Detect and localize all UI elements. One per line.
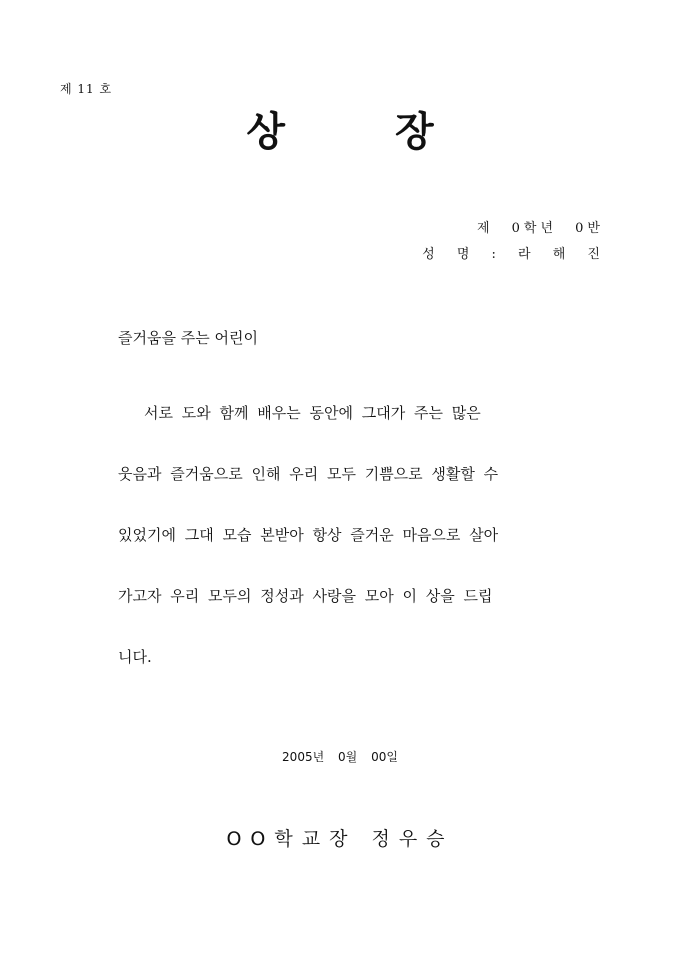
issue-day: 00일	[371, 750, 398, 764]
recipient-block	[422, 216, 604, 268]
certificate-title	[0, 100, 680, 157]
issue-year: 2005년	[282, 750, 325, 764]
body-line: 가고자 우리 모두의 정성과 사랑을 모아 이 상을 드립	[118, 587, 493, 605]
issue-month: 0월	[338, 750, 358, 764]
recipient-class: 제 0학년 0반	[476, 221, 604, 236]
body-line: 니다.	[118, 648, 152, 666]
body-line: 있었기에 그대 모습 본받아 항상 즐거운 마음으로 살아	[118, 526, 499, 544]
document-number: 제 11 호	[60, 82, 113, 96]
title-second-char: 장	[395, 109, 434, 155]
body-line: 웃음과 즐거움으로 인해 우리 모두 기쁨으로 생활할 수	[118, 465, 499, 483]
principal-signature: OO학교장 정우승	[226, 828, 454, 850]
certificate-body	[118, 383, 562, 688]
recipient-name: 성 명 : 라 해 진	[422, 247, 604, 262]
title-first-char: 상	[246, 109, 285, 155]
issue-date	[0, 748, 680, 765]
body-line: 서로 도와 함께 배우는 동안에 그대가 주는 많은	[144, 404, 481, 422]
award-name: 즐거움을 주는 어린이	[118, 329, 258, 347]
